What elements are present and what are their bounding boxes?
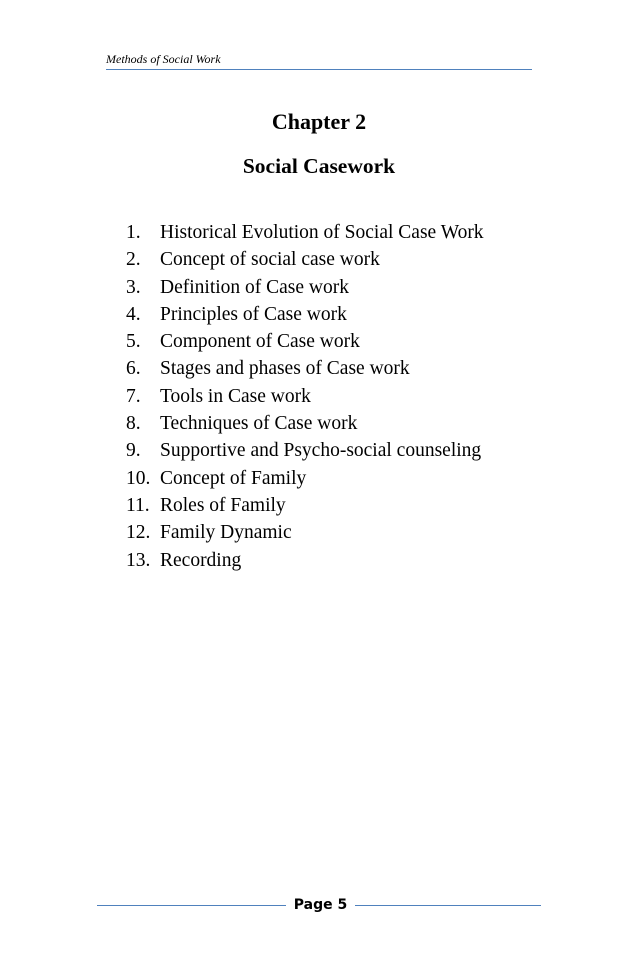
page-number: Page 5 [293,897,348,913]
topic-text: Family Dynamic [160,522,292,544]
topic-text: Tools in Case work [160,385,311,407]
topic-number: 2. [126,249,141,271]
topic-number: 8. [126,413,141,435]
running-header-title: Methods of Social Work [106,52,221,66]
topic-text: Stages and phases of Case work [160,358,410,380]
topic-number: 11. [126,494,150,516]
topic-text: Historical Evolution of Social Case Work [160,222,484,243]
chapter-title: Social Casework [242,154,396,178]
topic-text: Techniques of Case work [160,413,358,435]
running-header [106,52,532,70]
chapter-number: Chapter 2 [271,109,367,134]
topic-number: 12. [126,522,151,544]
topic-text: Concept of Family [160,467,307,489]
footer-rule-right [355,905,541,906]
topic-number: 4. [126,303,141,325]
topic-number: 7. [126,385,141,407]
topic-text: Component of Case work [160,331,360,353]
topic-text: Definition of Case work [160,276,350,298]
topic-text: Concept of social case work [160,249,380,271]
topic-text: Roles of Family [160,494,286,516]
topic-text: Principles of Case work [160,303,347,325]
topic-number: 6. [126,358,141,380]
topic-number: 9. [126,440,141,462]
topic-number: 13. [126,549,151,571]
footer-rule-left [97,905,286,906]
topic-number: 1. [126,222,141,243]
topic-number: 3. [126,276,141,298]
topic-number: 5. [126,331,141,353]
topic-text: Recording [160,549,242,571]
topic-text: Supportive and Psycho-social counseling [160,440,482,462]
topic-number: 10. [126,467,151,489]
